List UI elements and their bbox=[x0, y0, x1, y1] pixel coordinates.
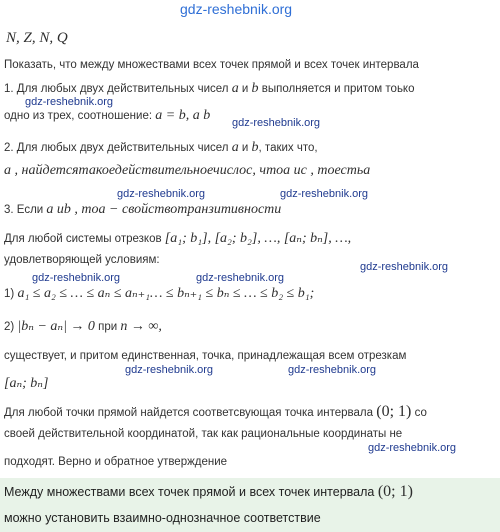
watermark: gdz-reshebnik.org bbox=[232, 117, 321, 129]
watermark: gdz-reshebnik.org bbox=[117, 188, 206, 200]
c1-pre: 1) bbox=[4, 288, 15, 300]
exists-text: существует, и притом единственная, точка, принадлежащая всем отрезкам bbox=[4, 350, 407, 362]
watermark-top: gdz-reshebnik.org bbox=[180, 1, 293, 17]
watermark: gdz-reshebnik.org bbox=[196, 272, 285, 284]
c2-mid: при bbox=[98, 321, 118, 333]
final-line1-pre: Для любой точки прямой найдется соответсвующая точка интервала bbox=[4, 407, 374, 419]
p1-and: и bbox=[241, 83, 249, 95]
conditions-label: удовлетворяющей условиям: bbox=[4, 254, 160, 266]
condition-1 bbox=[4, 285, 314, 302]
p1-line1-post: выполняется и притом тоько bbox=[261, 83, 415, 95]
p1-line1-pre: 1. Для любых двух действительных чисел bbox=[4, 83, 229, 95]
watermark: gdz-reshebnik.org bbox=[360, 261, 449, 273]
p4-line bbox=[4, 230, 351, 247]
watermark: gdz-reshebnik.org bbox=[32, 272, 121, 284]
p4-math: [a₁; b₁], [a₂; b₂], …, [aₙ; bₙ], …, bbox=[164, 231, 352, 246]
final-line1 bbox=[4, 403, 427, 421]
answer-interval: (0; 1) bbox=[377, 483, 413, 500]
p1-a: a bbox=[231, 81, 239, 96]
p3-line bbox=[4, 202, 281, 218]
watermark: gdz-reshebnik.org bbox=[125, 364, 214, 376]
answer-line1-pre: Между множествами всех точек прямой и всех точек интервала bbox=[4, 485, 375, 499]
p3-pre: 3. Если bbox=[4, 204, 44, 216]
p2-line1-pre: 2. Для любых двух действительных чисел bbox=[4, 142, 229, 154]
c2-math2: n → ∞, bbox=[120, 319, 162, 334]
p1-line1 bbox=[4, 81, 415, 97]
watermark: gdz-reshebnik.org bbox=[288, 364, 377, 376]
final-line3: подходят. Верно и обратное утверждение bbox=[4, 456, 228, 468]
c2-pre: 2) bbox=[4, 321, 15, 333]
answer-line1 bbox=[4, 483, 413, 501]
final-line2: своей действительной координатой, так как рациональные координаты не bbox=[4, 428, 403, 440]
condition-2 bbox=[4, 318, 162, 335]
answer-line2: можно установить взаимно-однозначное соответствие bbox=[4, 511, 321, 525]
watermark: gdz-reshebnik.org bbox=[25, 96, 114, 108]
intro-text: Показать, что между множествами всех точек прямой и всех точек интервала bbox=[4, 59, 419, 71]
p4-pre: Для любой системы отрезков bbox=[4, 233, 162, 245]
c2-math1: |bₙ − aₙ| → 0 bbox=[17, 319, 95, 334]
p2-line2: a , найдетсятакоедействительноечислос, чтоa ис , тоестьа bbox=[4, 163, 371, 178]
p2-line1 bbox=[4, 140, 318, 156]
p2-b: b bbox=[251, 140, 259, 155]
final-line1-post: со bbox=[414, 407, 427, 419]
final-interval: (0; 1) bbox=[376, 403, 412, 420]
watermark: gdz-reshebnik.org bbox=[368, 442, 457, 454]
sets-list: N, Z, N, Q bbox=[6, 30, 68, 46]
p2-a: a bbox=[231, 140, 239, 155]
p1-line2 bbox=[4, 108, 210, 124]
segment: [aₙ; bₙ] bbox=[4, 376, 49, 391]
p3-math: a ub , тоа − свойствотранзитивности bbox=[46, 202, 282, 217]
watermark: gdz-reshebnik.org bbox=[280, 188, 369, 200]
p1-line2-pre: одно из трех, соотношение: bbox=[4, 110, 153, 122]
p2-line1-post: , таких что, bbox=[258, 142, 318, 154]
c1-math: a₁ ≤ a₂ ≤ … ≤ aₙ ≤ aₙ₊₁… ≤ bₙ₊₁ ≤ bₙ ≤ … ≤ b₂ ≤ b₁; bbox=[17, 286, 315, 301]
p1-b: b bbox=[251, 81, 259, 96]
p2-and: и bbox=[241, 142, 249, 154]
p1-relation: a = b, a b bbox=[155, 108, 211, 123]
